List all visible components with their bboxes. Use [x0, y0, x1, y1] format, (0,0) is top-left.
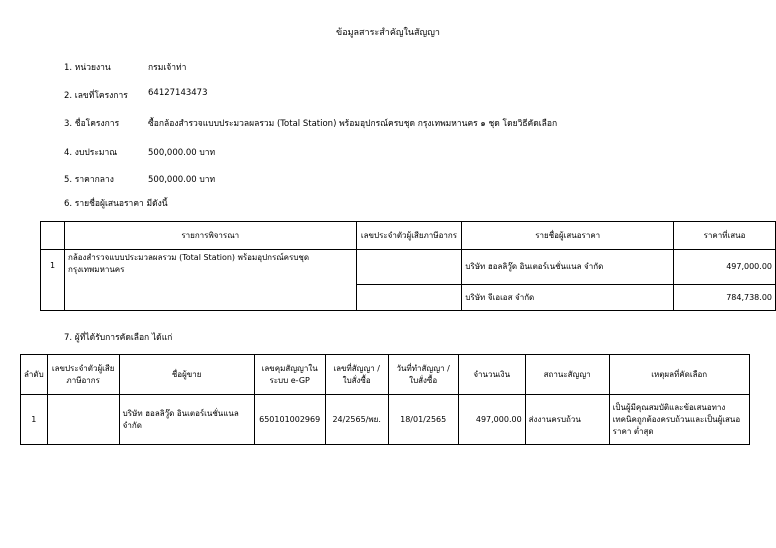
winners-header-no: ลำดับ	[21, 355, 48, 395]
bidders-price: 784,738.00	[674, 285, 776, 311]
winners-header-amount: จำนวนเงิน	[458, 355, 525, 395]
table-row	[21, 395, 750, 445]
winners-reason: เป็นผู้มีคุณสมบัติและข้อเสนอทางเทคนิคถูกต้องครบถ้วนและเป็นผู้เสนอราคา ต่ำสุด	[609, 395, 749, 445]
bidders-item-no: 1	[41, 250, 65, 311]
winners-no: 1	[21, 395, 48, 445]
winners-table	[20, 354, 750, 445]
field-label-project-name: 3. ชื่อโครงการ	[64, 119, 120, 129]
bidders-item-name: กล้องสำรวจแบบประมวลผลรวม (Total Station) พร้อมอุปกรณ์ครบชุด กรุงเทพมหานคร	[64, 250, 356, 311]
bidders-header-price: ราคาที่เสนอ	[674, 222, 776, 250]
winners-amount: 497,000.00	[458, 395, 525, 445]
page-title: ข้อมูลสาระสำคัญในสัญญา	[336, 28, 440, 38]
field-value-project-no: 64127143473	[148, 88, 208, 98]
bidders-header-no	[41, 222, 65, 250]
table-row	[41, 250, 776, 285]
bidders-tax-id	[356, 250, 462, 285]
field-label-project-no: 2. เลขที่โครงการ	[64, 91, 128, 101]
winners-header-row	[21, 355, 750, 395]
winners-contract-no: 24/2565/พย.	[325, 395, 388, 445]
field-label-agency: 1. หน่วยงาน	[64, 63, 111, 73]
bidders-header-row	[41, 222, 776, 250]
winners-header-egp-no: เลขคุมสัญญาในระบบ e-GP	[254, 355, 325, 395]
section-7-title: 7. ผู้ที่ได้รับการคัดเลือก ได้แก่	[64, 333, 173, 343]
winners-header-contract-date: วันที่ทำสัญญา / ใบสั่งซื้อ	[388, 355, 458, 395]
winners-header-reason: เหตุผลที่คัดเลือก	[609, 355, 749, 395]
winners-tax-id	[47, 395, 119, 445]
bidders-header-tax-id: เลขประจำตัวผู้เสียภาษีอากร	[356, 222, 462, 250]
field-value-budget: 500,000.00 บาท	[148, 148, 216, 158]
winners-header-contract-no: เลขที่สัญญา / ใบสั่งซื้อ	[325, 355, 388, 395]
winners-status: ส่งงานครบถ้วน	[525, 395, 609, 445]
bidders-tax-id	[356, 285, 462, 311]
winners-egp-no: 650101002969	[254, 395, 325, 445]
bidders-name: บริษัท ฮอลลิวู๊ด อินเตอร์เนชั่นแนล จำกัด	[462, 250, 674, 285]
field-value-project-name: ซื้อกล้องสำรวจแบบประมวลผลรวม (Total Station) พร้อมอุปกรณ์ครบชุด กรุงเทพมหานคร ๑ ชุด โดยวิธีคัดเลือก	[148, 119, 558, 129]
bidders-table	[40, 221, 776, 311]
bidders-header-item: รายการพิจารณา	[64, 222, 356, 250]
winners-header-vendor: ชื่อผู้ขาย	[119, 355, 254, 395]
field-label-budget: 4. งบประมาณ	[64, 148, 118, 158]
winners-vendor: บริษัท ฮอลลิวู๊ด อินเตอร์เนชั่นแนล จำกัด	[119, 395, 254, 445]
field-value-agency: กรมเจ้าท่า	[148, 63, 187, 73]
field-label-median-price: 5. ราคากลาง	[64, 175, 114, 185]
field-value-median-price: 500,000.00 บาท	[148, 175, 216, 185]
bidders-name: บริษัท จีเอเอส จำกัด	[462, 285, 674, 311]
section-6-title: 6. รายชื่อผู้เสนอราคา มีดังนี้	[64, 199, 168, 209]
bidders-header-bidder: รายชื่อผู้เสนอราคา	[462, 222, 674, 250]
winners-header-status: สถานะสัญญา	[525, 355, 609, 395]
winners-contract-date: 18/01/2565	[388, 395, 458, 445]
bidders-price: 497,000.00	[674, 250, 776, 285]
winners-header-tax-id: เลขประจำตัวผู้เสียภาษีอากร	[47, 355, 119, 395]
